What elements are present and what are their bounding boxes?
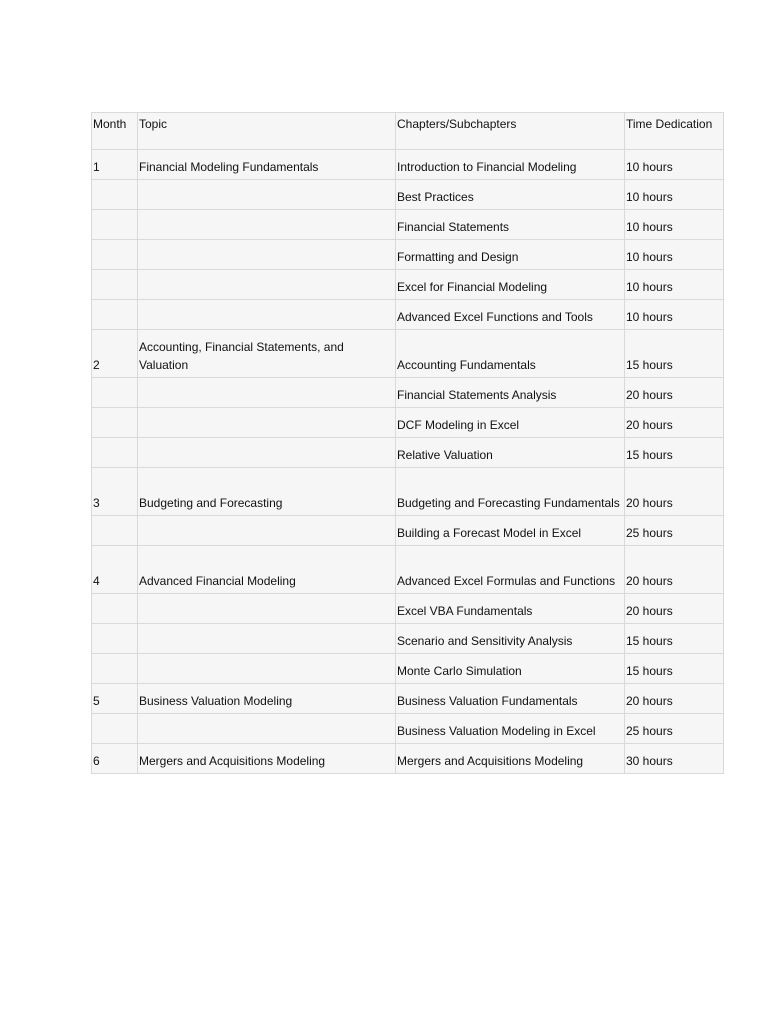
header-topic: Topic bbox=[138, 113, 396, 150]
cell-time: 10 hours bbox=[625, 150, 724, 180]
cell-month bbox=[92, 378, 138, 408]
table-row bbox=[92, 210, 724, 240]
cell-topic: Business Valuation Modeling bbox=[138, 684, 396, 714]
cell-topic: Accounting, Financial Statements, and Valuation bbox=[138, 330, 396, 378]
cell-topic bbox=[138, 378, 396, 408]
cell-time: 30 hours bbox=[625, 744, 724, 774]
cell-time: 20 hours bbox=[625, 546, 724, 594]
cell-month: 4 bbox=[92, 546, 138, 594]
cell-time: 15 hours bbox=[625, 654, 724, 684]
table-row bbox=[92, 438, 724, 468]
cell-topic bbox=[138, 714, 396, 744]
cell-chapter: Advanced Excel Functions and Tools bbox=[396, 300, 625, 330]
cell-topic bbox=[138, 408, 396, 438]
table-row bbox=[92, 654, 724, 684]
cell-topic bbox=[138, 438, 396, 468]
cell-chapter: Relative Valuation bbox=[396, 438, 625, 468]
cell-month bbox=[92, 300, 138, 330]
cell-time: 25 hours bbox=[625, 714, 724, 744]
cell-topic: Financial Modeling Fundamentals bbox=[138, 150, 396, 180]
cell-month: 6 bbox=[92, 744, 138, 774]
cell-time: 25 hours bbox=[625, 516, 724, 546]
header-row bbox=[92, 113, 724, 150]
cell-chapter: Best Practices bbox=[396, 180, 625, 210]
cell-chapter: Budgeting and Forecasting Fundamentals bbox=[396, 468, 625, 516]
cell-topic bbox=[138, 516, 396, 546]
cell-time: 15 hours bbox=[625, 624, 724, 654]
cell-time: 20 hours bbox=[625, 468, 724, 516]
cell-chapter: Building a Forecast Model in Excel bbox=[396, 516, 625, 546]
cell-topic bbox=[138, 180, 396, 210]
header-time: Time Dedication bbox=[625, 113, 724, 150]
cell-time: 10 hours bbox=[625, 210, 724, 240]
header-month: Month bbox=[92, 113, 138, 150]
cell-month: 5 bbox=[92, 684, 138, 714]
table-row bbox=[92, 330, 724, 378]
cell-chapter: Accounting Fundamentals bbox=[396, 330, 625, 378]
cell-time: 10 hours bbox=[625, 180, 724, 210]
cell-time: 20 hours bbox=[625, 378, 724, 408]
cell-month: 3 bbox=[92, 468, 138, 516]
cell-time: 10 hours bbox=[625, 300, 724, 330]
header-chapters: Chapters/Subchapters bbox=[396, 113, 625, 150]
table-row bbox=[92, 594, 724, 624]
table-row bbox=[92, 300, 724, 330]
table-row bbox=[92, 744, 724, 774]
cell-chapter: Financial Statements Analysis bbox=[396, 378, 625, 408]
cell-topic bbox=[138, 624, 396, 654]
table-row bbox=[92, 714, 724, 744]
cell-chapter: Formatting and Design bbox=[396, 240, 625, 270]
cell-month bbox=[92, 714, 138, 744]
cell-chapter: Advanced Excel Formulas and Functions bbox=[396, 546, 625, 594]
cell-month bbox=[92, 624, 138, 654]
cell-chapter: Excel VBA Fundamentals bbox=[396, 594, 625, 624]
table-row bbox=[92, 240, 724, 270]
cell-time: 15 hours bbox=[625, 438, 724, 468]
table-row bbox=[92, 546, 724, 594]
cell-chapter: Financial Statements bbox=[396, 210, 625, 240]
table-row bbox=[92, 624, 724, 654]
cell-month bbox=[92, 210, 138, 240]
cell-month bbox=[92, 408, 138, 438]
cell-topic bbox=[138, 240, 396, 270]
cell-topic bbox=[138, 654, 396, 684]
cell-topic bbox=[138, 210, 396, 240]
cell-chapter: Business Valuation Modeling in Excel bbox=[396, 714, 625, 744]
table-row bbox=[92, 180, 724, 210]
cell-month bbox=[92, 654, 138, 684]
cell-chapter: Mergers and Acquisitions Modeling bbox=[396, 744, 625, 774]
cell-month bbox=[92, 516, 138, 546]
cell-chapter: Scenario and Sensitivity Analysis bbox=[396, 624, 625, 654]
cell-chapter: Excel for Financial Modeling bbox=[396, 270, 625, 300]
cell-chapter: Introduction to Financial Modeling bbox=[396, 150, 625, 180]
cell-time: 10 hours bbox=[625, 240, 724, 270]
table-row bbox=[92, 270, 724, 300]
cell-time: 10 hours bbox=[625, 270, 724, 300]
cell-chapter: Business Valuation Fundamentals bbox=[396, 684, 625, 714]
study-schedule-table bbox=[91, 112, 724, 774]
table-row bbox=[92, 468, 724, 516]
cell-chapter: Monte Carlo Simulation bbox=[396, 654, 625, 684]
cell-topic bbox=[138, 270, 396, 300]
cell-month bbox=[92, 270, 138, 300]
cell-topic bbox=[138, 594, 396, 624]
cell-topic: Budgeting and Forecasting bbox=[138, 468, 396, 516]
cell-chapter: DCF Modeling in Excel bbox=[396, 408, 625, 438]
table-row bbox=[92, 516, 724, 546]
cell-time: 15 hours bbox=[625, 330, 724, 378]
cell-month: 1 bbox=[92, 150, 138, 180]
cell-month bbox=[92, 594, 138, 624]
cell-topic: Mergers and Acquisitions Modeling bbox=[138, 744, 396, 774]
table-row bbox=[92, 408, 724, 438]
cell-time: 20 hours bbox=[625, 684, 724, 714]
table-row bbox=[92, 378, 724, 408]
cell-topic bbox=[138, 300, 396, 330]
table-row bbox=[92, 684, 724, 714]
table-row bbox=[92, 150, 724, 180]
cell-month bbox=[92, 240, 138, 270]
cell-time: 20 hours bbox=[625, 594, 724, 624]
cell-month bbox=[92, 438, 138, 468]
cell-month bbox=[92, 180, 138, 210]
cell-month: 2 bbox=[92, 330, 138, 378]
cell-topic: Advanced Financial Modeling bbox=[138, 546, 396, 594]
cell-time: 20 hours bbox=[625, 408, 724, 438]
